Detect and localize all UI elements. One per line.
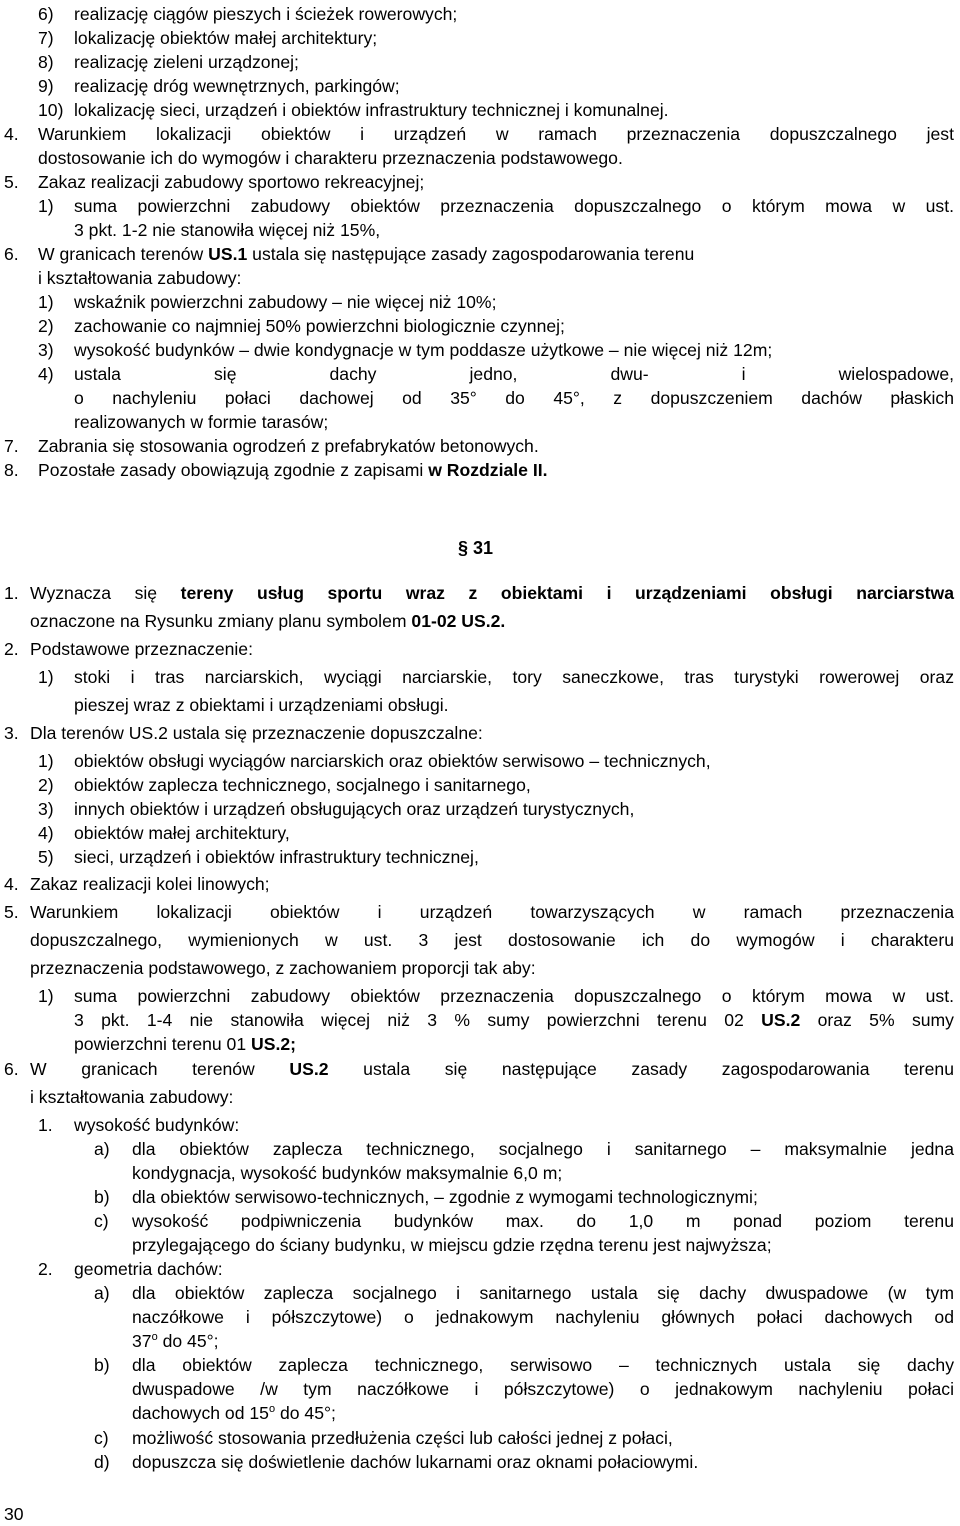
text-line: wysokość podpiwniczenia budynków max. do 1,0 m ponad poziom terenu [132,1211,954,1231]
text-line: oznaczone na Rysunku zmiany planu symbolem 01-02 US.2. [30,611,506,631]
text-line: Warunkiem lokalizacji obiektów i urządzeń w ramach przeznaczenia dopuszczalnego jest [38,124,954,144]
text-line: realizację dróg wewnętrznych, parkingów; [74,76,400,96]
list-number: 5) [38,847,54,867]
text-line: dwuspadowe /w tym naczółkowe i półszczytowe) o jednakowym nachyleniu połaci [132,1379,954,1399]
text-line: realizację zieleni urządzonej; [74,52,299,72]
text-line: suma powierzchni zabudowy obiektów przeznaczenia dopuszczalnego o którym mowa w ust. [74,196,954,216]
list-number: 6) [38,4,54,24]
list-letter: c) [94,1428,109,1448]
text-line: dopuszczalnego, wymienionych w ust. 3 jest dostosowanie ich do wymogów i charakteru [30,930,954,950]
text-line: obiektów małej architektury, [74,823,290,843]
list-number: 2) [38,775,54,795]
list-number: 4) [38,823,54,843]
text-line: wysokość budynków: [74,1115,240,1135]
paragraph-number: 5. [4,902,19,922]
paragraph-number: 3. [4,723,19,743]
text-line: lokalizację obiektów małej architektury; [74,28,378,48]
text-line: Zakaz realizacji zabudowy sportowo rekreacyjnej; [38,172,425,192]
text-line: pieszej wraz z obiektami i urządzeniami obsługi. [74,695,449,715]
text-line: przeznaczenia podstawowego, z zachowaniem proporcji tak aby: [30,958,536,978]
text-line: i kształtowania zabudowy: [30,1087,234,1107]
text-line: Podstawowe przeznaczenie: [30,639,253,659]
text-line: Warunkiem lokalizacji obiektów i urządzeń towarzyszących w ramach przeznaczenia [30,902,954,922]
text-line: Wyznacza się tereny usług sportu wraz z obiektami i urządzeniami obsługi narciarstwa [30,583,954,603]
text-line: geometria dachów: [74,1259,223,1279]
text-line: Zabrania się stosowania ogrodzeń z prefabrykatów betonowych. [38,436,539,456]
paragraph-number: 4. [4,874,19,894]
text-line: Dla terenów US.2 ustala się przeznaczenie dopuszczalne: [30,723,483,743]
paragraph-number: 4. [4,124,19,144]
text-line: dachowych od 15$^o$ do 45°; [132,1403,336,1423]
list-letter: d) [94,1452,110,1472]
list-letter: a) [94,1139,110,1159]
text-line: wskaźnik powierzchni zabudowy – nie więcej niż 10%; [74,292,497,312]
list-number: 1) [38,196,54,216]
text-line: dla obiektów serwisowo-technicznych, – zgodnie z wymogami technologicznymi; [132,1187,758,1207]
list-letter: b) [94,1355,110,1375]
text-line: dla obiektów zaplecza technicznego, socjalnego i sanitarnego – maksymalnie jedna [132,1139,954,1159]
paragraph-number: 1. [4,583,19,603]
text-line: Pozostałe zasady obowiązują zgodnie z zapisami w Rozdziale II. [38,460,548,480]
paragraph-number: 6. [4,244,19,264]
text-line: 3 pkt. 1-2 nie stanowiła więcej niż 15%, [74,220,381,240]
text-line: obiektów obsługi wyciągów narciarskich oraz obiektów serwisowo – technicznych, [74,751,711,771]
text-line: 3 pkt. 1-4 nie stanowiła więcej niż 3 % sumy powierzchni terenu 02 US.2 oraz 5% sumy [74,1010,954,1030]
list-letter: b) [94,1187,110,1207]
list-number: 3) [38,340,54,360]
list-number: 2) [38,316,54,336]
text-line: innych obiektów i urządzeń obsługujących oraz urządzeń turystycznych, [74,799,635,819]
text-line: o nachyleniu połaci dachowej od 35° do 45°, z dopuszczeniem dachów płaskich [74,388,954,408]
list-number: 10) [38,100,64,120]
text-line: W granicach terenów US.2 ustala się następujące zasady zagospodarowania terenu [30,1059,955,1079]
text-line: możliwość stosowania przedłużenia części lub całości jednej z połaci, [132,1428,673,1448]
section-heading: § 31 [458,538,494,558]
text-line: dopuszcza się doświetlenie dachów lukarnami oraz oknami połaciowymi. [132,1452,699,1472]
paragraph-number: 7. [4,436,19,456]
list-number: 8) [38,52,54,72]
text-line: ustala się dachy jedno, dwu- i wielospadowe, [74,364,954,384]
text-line: zachowanie co najmniej 50% powierzchni biologicznie czynnej; [74,316,565,336]
text-line: Zakaz realizacji kolei linowych; [30,874,270,894]
list-number: 1. [38,1115,53,1135]
list-number: 1) [38,667,54,687]
paragraph-number: 8. [4,460,19,480]
text-line: przylegającego do ściany budynku, w miejscu gdzie rzędna terenu jest najwyższa; [132,1235,772,1255]
list-number: 3) [38,799,54,819]
text-line: 37$^o$ do 45°; [132,1331,219,1351]
text-line: suma powierzchni zabudowy obiektów przeznaczenia dopuszczalnego o którym mowa w ust. [74,986,954,1006]
list-number: 1) [38,986,54,1006]
text-line: obiektów zaplecza technicznego, socjalnego i sanitarnego, [74,775,531,795]
text-line: W granicach terenów US.1 ustala się następujące zasady zagospodarowania terenu [38,244,695,264]
list-number: 9) [38,76,54,96]
list-letter: a) [94,1283,110,1303]
text-line: wysokość budynków – dwie kondygnacje w tym poddasze użytkowe – nie więcej niż 12m; [74,340,773,360]
paragraph-number: 2. [4,639,19,659]
text-line: powierzchni terenu 01 US.2; [74,1034,297,1054]
text-line: dla obiektów zaplecza socjalnego i sanitarnego ustala się dachy dwuspadowe (w tym [132,1283,954,1303]
text-line: lokalizację sieci, urządzeń i obiektów infrastruktury technicznej i komunalnej. [74,100,669,120]
paragraph-number: 6. [4,1059,19,1079]
text-line: stoki i tras narciarskich, wyciągi narciarskie, tory saneczkowe, tras turystyki rowerowej oraz [74,667,954,687]
text-line: sieci, urządzeń i obiektów infrastruktury technicznej, [74,847,479,867]
text-line: naczółkowe i półszczytowe) o jednakowym nachyleniu głównych połaci dachowych od [132,1307,954,1327]
paragraph-number: 5. [4,172,19,192]
text-line: realizowanych w formie tarasów; [74,412,329,432]
list-number: 7) [38,28,54,48]
list-number: 1) [38,751,54,771]
page-number: 30 [4,1504,24,1524]
list-number: 2. [38,1259,53,1279]
text-line: i kształtowania zabudowy: [38,268,242,288]
text-line: dla obiektów zaplecza technicznego, serwisowo – technicznych ustala się dachy [132,1355,954,1375]
text-line: kondygnacja, wysokość budynków maksymalnie 6,0 m; [132,1163,563,1183]
list-letter: c) [94,1211,109,1231]
text-line: realizację ciągów pieszych i ścieżek rowerowych; [74,4,458,24]
list-number: 1) [38,292,54,312]
list-number: 4) [38,364,54,384]
text-line: dostosowanie ich do wymogów i charakteru przeznaczenia podstawowego. [38,148,623,168]
